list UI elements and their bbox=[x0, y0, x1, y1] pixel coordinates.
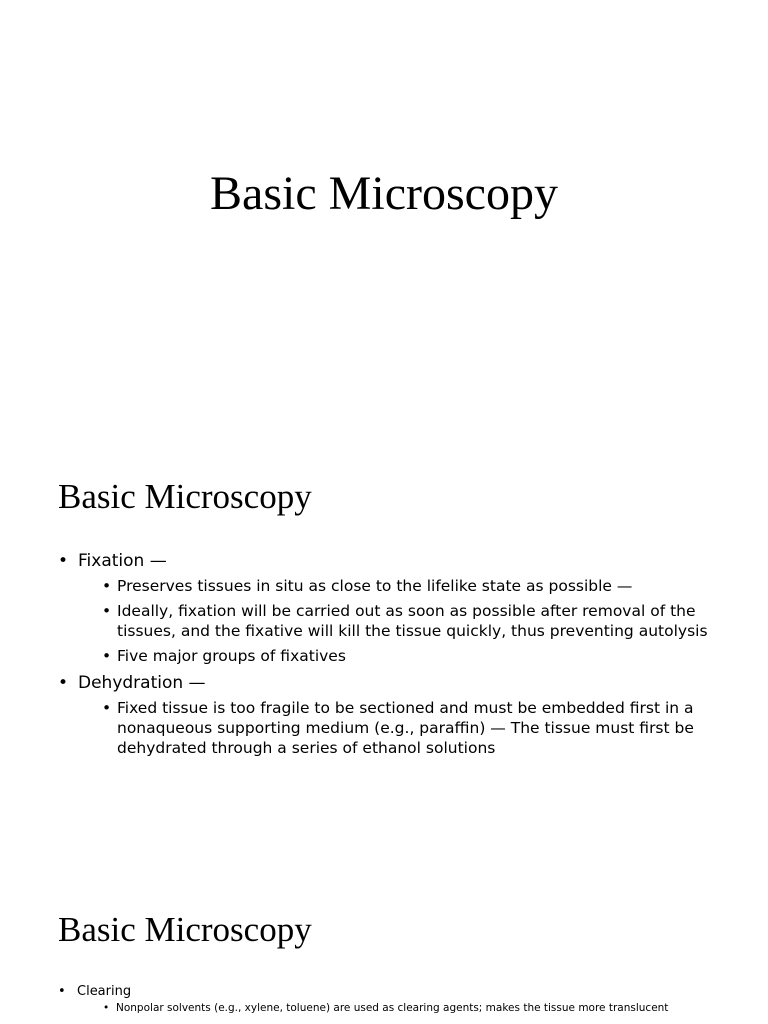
sub-bullet: • Five major groups of fixatives bbox=[102, 646, 708, 666]
bullet-dehydration bbox=[58, 672, 708, 758]
content-slide-fixation bbox=[0, 432, 768, 864]
bullet-fixation bbox=[58, 550, 708, 666]
slide-title: Basic Microscopy bbox=[58, 477, 312, 516]
sub-bullet: • Fixed tissue is too fragile to be sectioned and must be embedded first in a nonaqueous supporting medium (e.g., paraffin) — The tissue must first be dehydrated through a series of ethanol solutions bbox=[102, 698, 708, 758]
sub-bullet: • Ideally, fixation will be carried out as soon as possible after removal of the tissues, and the fixative will kill the tissue quickly, thus preventing autolysis bbox=[102, 601, 708, 641]
sub-bullet-list bbox=[78, 576, 708, 666]
bullet-list bbox=[58, 983, 708, 1020]
bullet-text: Clearing bbox=[77, 984, 132, 999]
content-slide-clearing bbox=[0, 864, 768, 1024]
sub-bullet-list bbox=[77, 1001, 708, 1015]
bullet-text: Dehydration — bbox=[78, 673, 206, 693]
bullet-clearing bbox=[58, 983, 708, 1015]
bullet-text: Fixation — bbox=[78, 551, 167, 571]
sub-bullet: • Preserves tissues in situ as close to the lifelike state as possible — bbox=[102, 576, 708, 596]
slide-title: Basic Microscopy bbox=[58, 910, 312, 949]
bullet-list bbox=[58, 550, 708, 763]
sub-bullet-list bbox=[78, 698, 708, 758]
sub-bullet: • Nonpolar solvents (e.g., xylene, toluene) are used as clearing agents; makes the tissue more translucent bbox=[103, 1001, 708, 1015]
title-slide bbox=[0, 0, 768, 432]
slide-title: Basic Microscopy bbox=[210, 167, 558, 220]
